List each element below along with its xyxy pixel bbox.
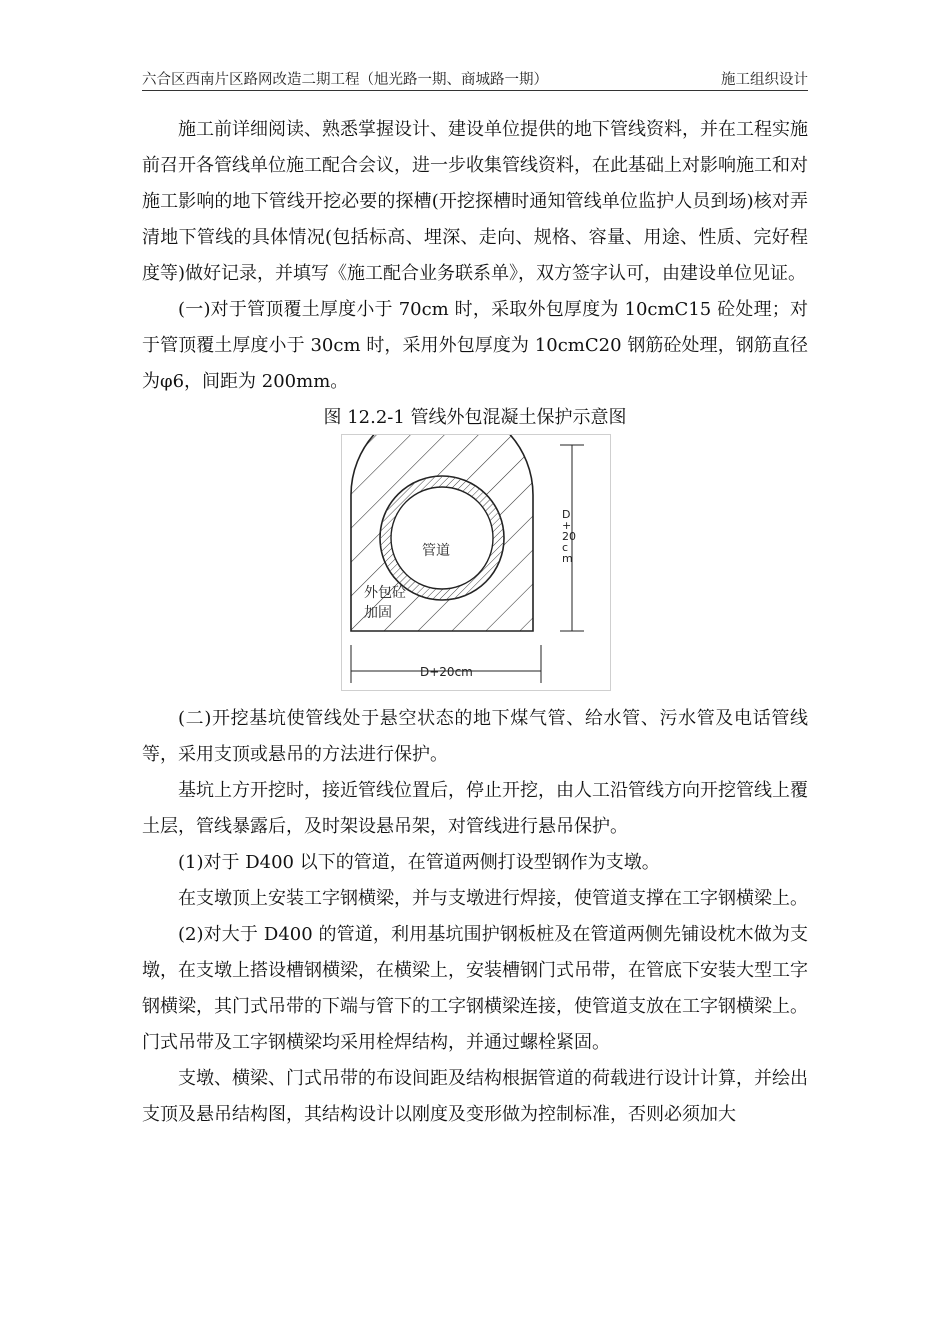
- pipe-label: 管道: [422, 543, 450, 559]
- width-dimension-label: D+20cm: [420, 665, 473, 679]
- paragraph-design-calc: 支墩、横梁、门式吊带的布设间距及结构根据管道的荷载进行设计计算，并绘出支顶及悬吊结构图，其结构设计以刚度及变形做为控制标准，否则必须加大: [142, 1068, 808, 1125]
- paragraph-large-pipe: (2)对大于 D400 的管道，利用基坑围护钢板桩及在管道两侧先铺设枕木做为支墩，在支墩上搭设槽钢横梁，在横梁上，安装槽钢门式吊带，在管底下安装大型工字钢横梁，其门式吊带的下端与管下的工字钢横梁连接，使管道支放在工字钢横梁上。门式吊带及工字钢横梁均采用栓焊结构，并通过螺栓紧固。: [142, 924, 808, 1053]
- encasement-label-line1: 外包砼: [364, 585, 406, 601]
- figure-caption: 图 12.2-1 管线外包混凝土保护示意图: [323, 407, 627, 428]
- paragraph-encasement: (一)对于管顶覆土厚度小于 70cm 时，采取外包厚度为 10cmC15 砼处理；对于管顶覆土厚度小于 30cm 时，采用外包厚度为 10cmC20 钢筋砼处理，钢筋直径为φ6，间距为 200mm。: [142, 299, 808, 392]
- pipe-encasement-figure: [341, 434, 611, 691]
- paragraph-suspension-intro: (二)开挖基坑使管线处于悬空状态的地下煤气管、给水管、污水管及电话管线等，采用支顶或悬吊的方法进行保护。: [142, 708, 808, 765]
- paragraph-excavation: 基坑上方开挖时，接近管线位置后，停止开挖，由人工沿管线方向开挖管线上覆土层，管线暴露后，及时架设悬吊架，对管线进行悬吊保护。: [142, 780, 808, 837]
- page-header: [142, 64, 808, 91]
- paragraph-beam-install: 在支墩顶上安装工字钢横梁，并与支墩进行焊接，使管道支撑在工字钢横梁上。: [178, 888, 808, 909]
- paragraph-small-pipe: (1)对于 D400 以下的管道，在管道两侧打设型钢作为支墩。: [178, 852, 660, 873]
- encasement-label-line2: 加固: [364, 605, 392, 621]
- height-dimension-label: D+20cm: [562, 508, 576, 565]
- paragraph-intro: 施工前详细阅读、熟悉掌握设计、建设单位提供的地下管线资料，并在工程实施前召开各管线单位施工配合会议，进一步收集管线资料，在此基础上对影响施工和对施工影响的地下管线开挖必要的探槽(开挖探槽时通知管线单位监护人员到场)核对弄清地下管线的具体情况(包括标高、埋深、走向、规格、容量、用途、性质、完好程度等)做好记录，并填写《施工配合业务联系单》，双方签字认可，由建设单位见证。: [142, 119, 808, 284]
- header-project-title: 六合区西南片区路网改造二期工程（旭光路一期、商城路一期）: [142, 72, 548, 88]
- header-document-type: 施工组织设计: [721, 72, 808, 88]
- document-body: [142, 112, 808, 1133]
